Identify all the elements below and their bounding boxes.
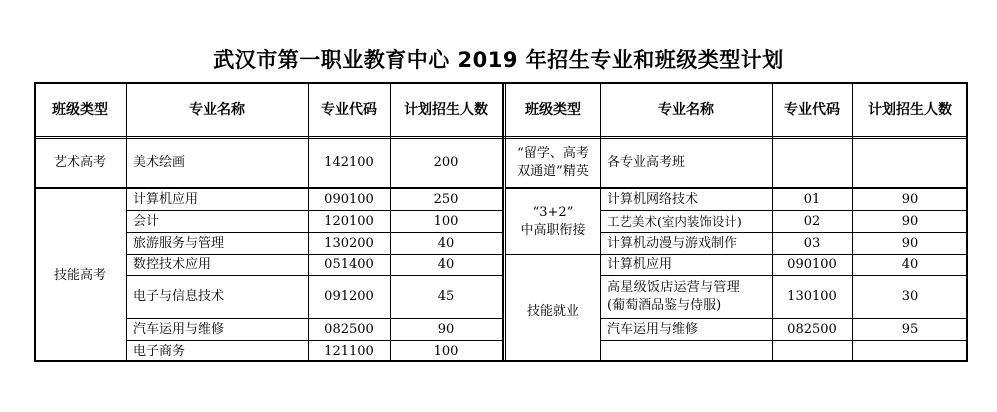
right-row-5-name: 计算机应用 — [607, 257, 673, 272]
center-divider-a — [502, 82, 504, 362]
page-title: 武汉市第一职业教育中心 2019 年招生专业和班级类型计划 — [213, 48, 784, 72]
right-row-4-count: 90 — [901, 235, 919, 251]
right-row-3-count: 90 — [901, 213, 919, 229]
table-border-left — [34, 82, 36, 362]
left-row-divider-6 — [126, 318, 502, 319]
left-row-5-name: 数控技术应用 — [133, 257, 212, 272]
right-group-3plus2-line1: “3+2” — [532, 204, 574, 220]
right-row-1-name: 各专业高考班 — [607, 155, 686, 170]
left-row-divider-2 — [126, 210, 502, 211]
right-row-6-name-line2: (葡萄酒品鉴与侍服) — [607, 298, 722, 313]
left-row-4-name: 旅游服务与管理 — [133, 235, 225, 251]
right-row-divider-3 — [600, 232, 968, 233]
right-group-3plus2 — [506, 189, 600, 254]
left-group-art: 艺术高考 — [53, 155, 106, 170]
header-divider-inner — [34, 138, 968, 139]
right-row-7-count: 95 — [901, 321, 919, 337]
right-row-divider-4 — [506, 254, 968, 255]
left-col-divider-3 — [390, 82, 391, 362]
left-row-6-code: 091200 — [324, 289, 374, 304]
left-row-3-count: 100 — [433, 213, 459, 229]
enrollment-plan-table — [34, 82, 968, 362]
table-border-top — [34, 82, 968, 84]
left-row-2-name: 计算机应用 — [133, 191, 199, 207]
header-left-planned-count: 计划招生人数 — [404, 101, 488, 118]
left-row-divider-7 — [126, 340, 502, 341]
left-row-1-name: 美术绘画 — [133, 155, 186, 170]
header-left-major-code: 专业代码 — [321, 101, 377, 118]
right-row-3-name: 工艺美术(室内装饰设计) — [607, 213, 742, 229]
left-row-5-count: 40 — [437, 257, 455, 272]
right-row-divider-7 — [600, 340, 968, 341]
left-row-1-code: 142100 — [324, 155, 374, 170]
left-row-divider-1 — [34, 187, 502, 189]
left-row-1-count: 200 — [433, 155, 459, 170]
right-col-divider-2 — [772, 82, 773, 362]
left-row-8-code: 121100 — [324, 343, 374, 359]
right-row-5-count: 40 — [901, 257, 919, 272]
center-divider-b — [505, 82, 506, 362]
left-row-6-name: 电子与信息技术 — [133, 289, 225, 304]
left-row-2-code: 090100 — [324, 191, 374, 207]
left-row-divider-5 — [126, 275, 502, 276]
left-row-8-count: 100 — [433, 343, 459, 359]
table-border-right — [966, 82, 968, 362]
right-row-divider-6 — [600, 318, 968, 319]
left-group-skill: 技能高考 — [53, 267, 106, 283]
right-row-2-count: 90 — [901, 191, 919, 207]
right-row-5-code: 090100 — [787, 257, 837, 272]
header-right-planned-count: 计划招生人数 — [868, 101, 952, 118]
right-col-divider-1 — [600, 82, 601, 362]
left-row-3-name: 会计 — [133, 213, 160, 229]
left-row-6-count: 45 — [437, 289, 455, 304]
left-row-4-count: 40 — [437, 235, 455, 251]
right-row-2-code: 01 — [803, 191, 821, 207]
right-row-6-name-line1: 高星级饭店运营与管理 — [607, 280, 741, 295]
right-row-1-count — [852, 139, 968, 187]
left-row-divider-3 — [126, 232, 502, 233]
right-row-6-code: 130100 — [787, 289, 837, 304]
right-row-divider-5 — [600, 275, 968, 276]
right-row-7-name: 汽车运用与维修 — [607, 321, 699, 337]
left-row-7-name: 汽车运用与维修 — [133, 321, 225, 337]
right-row-4-code: 03 — [803, 235, 821, 251]
left-col-divider-1 — [126, 82, 127, 362]
header-left-major-name: 专业名称 — [189, 101, 245, 118]
left-row-2-count: 250 — [433, 191, 459, 207]
header-divider — [34, 136, 968, 137]
right-col-divider-3 — [852, 82, 853, 362]
left-row-7-count: 90 — [437, 321, 455, 337]
header-right-class-type: 班级类型 — [525, 101, 581, 118]
right-row-3-code: 02 — [803, 213, 821, 229]
table-border-bottom — [34, 360, 968, 362]
right-group-study-abroad-line2: 双通道”精英 — [517, 164, 589, 179]
left-row-8-name: 电子商务 — [133, 343, 186, 359]
left-row-divider-4 — [126, 254, 502, 255]
left-row-4-code: 130200 — [324, 235, 374, 251]
header-right-major-code: 专业代码 — [784, 101, 840, 118]
right-group-3plus2-line2: 中高职衔接 — [520, 222, 586, 238]
header-right-major-name: 专业名称 — [658, 101, 714, 118]
left-row-3-code: 120100 — [324, 213, 374, 229]
left-row-7-code: 082500 — [324, 321, 374, 337]
right-row-1-code — [772, 139, 852, 187]
right-row-2-name: 计算机网络技术 — [607, 191, 699, 207]
right-group-employment — [506, 255, 600, 362]
right-row-7-code: 082500 — [787, 321, 837, 337]
header-left-class-type: 班级类型 — [52, 101, 108, 118]
right-row-6-name — [600, 276, 772, 318]
right-row-6-count: 30 — [901, 289, 919, 304]
right-group-employment-label: 技能就业 — [526, 303, 579, 319]
right-row-4-name: 计算机动漫与游戏制作 — [607, 235, 738, 251]
right-group-study-abroad-line1: “留学、高考 — [517, 146, 589, 161]
left-row-5-code: 051400 — [324, 257, 374, 272]
right-group-study-abroad — [506, 139, 600, 187]
right-row-divider-2 — [600, 210, 968, 211]
right-row-divider-1 — [506, 187, 968, 189]
left-col-divider-2 — [308, 82, 309, 362]
